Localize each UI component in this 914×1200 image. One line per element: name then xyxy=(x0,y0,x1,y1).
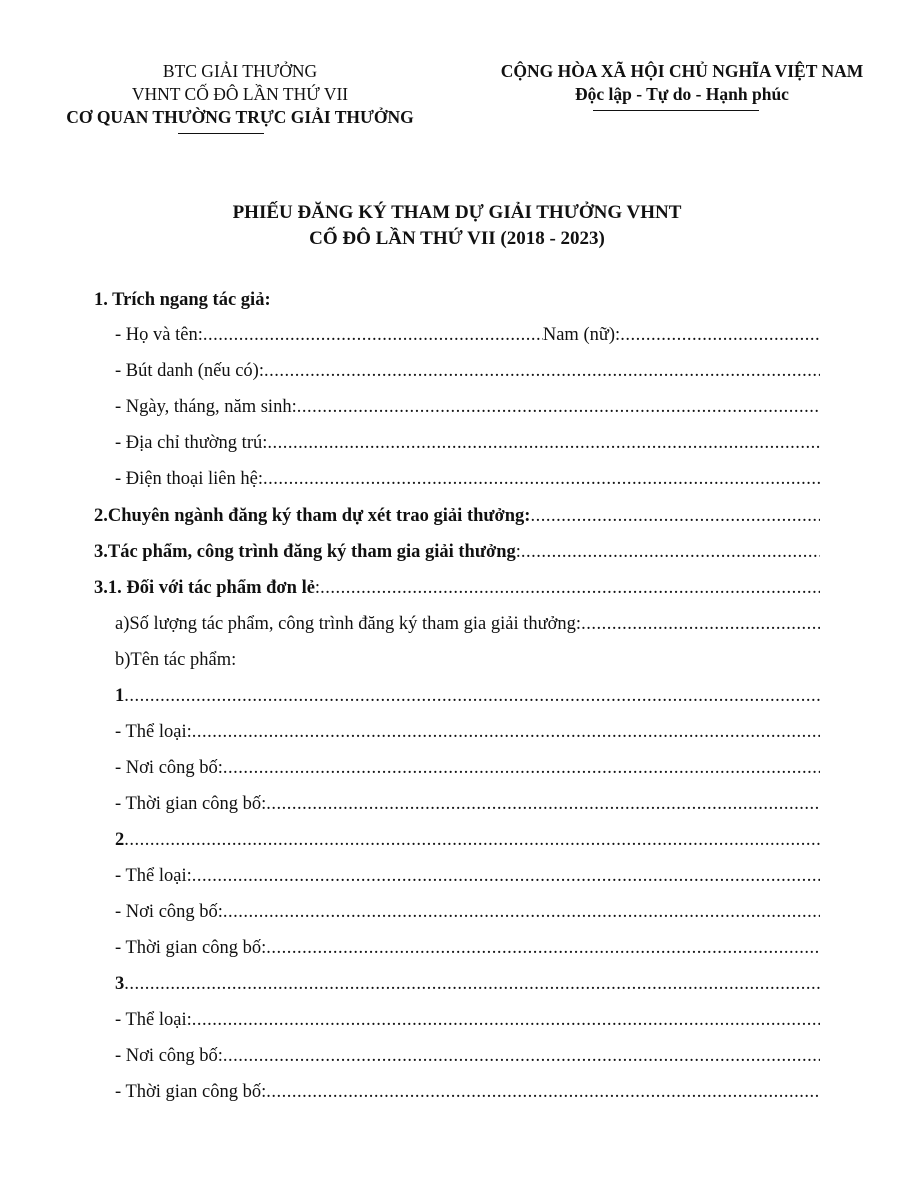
work-2-title-field[interactable] xyxy=(124,828,820,852)
single-works-field[interactable] xyxy=(320,576,820,600)
work-1-place-field[interactable] xyxy=(223,756,820,780)
work-2-number: 2 xyxy=(115,830,125,850)
work-count-field[interactable] xyxy=(581,612,820,636)
pen-name-field[interactable] xyxy=(264,359,820,383)
section-1-heading: 1. Trích ngang tác giả: xyxy=(94,290,271,310)
work-names-label: b)Tên tác phẩm: xyxy=(115,650,237,670)
work-names-line xyxy=(115,648,820,672)
organization-header xyxy=(18,60,462,129)
national-header xyxy=(466,60,898,106)
work-2-place-field[interactable] xyxy=(223,900,820,924)
works-field[interactable] xyxy=(521,540,820,564)
work-2-genre-label: - Thể loại: xyxy=(115,866,192,886)
work-2-title-line xyxy=(115,828,820,852)
work-1-title-field[interactable] xyxy=(124,684,820,708)
work-1-place-label: - Nơi công bố: xyxy=(115,758,223,778)
work-1-place-line xyxy=(115,756,820,780)
work-2-time-line xyxy=(115,936,820,960)
address-label: - Địa chỉ thường trú: xyxy=(115,433,268,453)
birth-date-label: - Ngày, tháng, năm sinh: xyxy=(115,397,297,417)
section-3-heading: 3.Tác phẩm, công trình đăng ký tham gia giải thưởng xyxy=(94,542,516,562)
work-2-place-label: - Nơi công bố: xyxy=(115,902,223,922)
phone-field[interactable] xyxy=(263,467,820,491)
section-3-line xyxy=(94,540,820,564)
name-gender-line xyxy=(115,323,820,347)
organization-line-2: VHNT CỐ ĐÔ LẦN THỨ VII xyxy=(131,84,349,104)
work-3-genre-field[interactable] xyxy=(192,1008,820,1032)
name-label: - Họ và tên: xyxy=(115,325,203,345)
work-3-place-field[interactable] xyxy=(223,1044,820,1068)
work-1-time-field[interactable] xyxy=(266,792,820,816)
work-1-genre-label: - Thể loại: xyxy=(115,722,192,742)
section-3-1-line xyxy=(94,576,820,600)
work-3-genre-label: - Thể loại: xyxy=(115,1010,192,1030)
motto-underline xyxy=(593,110,759,111)
work-3-number: 3 xyxy=(115,974,125,994)
section-3-colon: : xyxy=(515,542,521,562)
organization-line-3: CƠ QUAN THƯỜNG TRỰC GIẢI THƯỞNG xyxy=(66,107,414,127)
work-3-genre-line xyxy=(115,1008,820,1032)
work-3-place-line xyxy=(115,1044,820,1068)
section-2-heading: 2.Chuyên ngành đăng ký tham dự xét trao giải thưởng: xyxy=(94,506,531,526)
section-2-line xyxy=(94,504,820,528)
work-2-time-label: - Thời gian công bố: xyxy=(115,938,267,958)
phone-line xyxy=(115,467,820,491)
phone-label: - Điện thoại liên hệ: xyxy=(115,469,263,489)
work-3-time-field[interactable] xyxy=(266,1080,820,1104)
work-2-time-field[interactable] xyxy=(266,936,820,960)
work-3-title-field[interactable] xyxy=(124,972,820,996)
address-field[interactable] xyxy=(267,431,820,455)
pen-name-line xyxy=(115,359,820,383)
specialty-field[interactable] xyxy=(530,504,820,528)
form-title-line-1: PHIẾU ĐĂNG KÝ THAM DỰ GIẢI THƯỞNG VHNT xyxy=(232,202,682,223)
work-1-time-label: - Thời gian công bố: xyxy=(115,794,267,814)
national-title: CỘNG HÒA XÃ HỘI CHỦ NGHĨA VIỆT NAM xyxy=(500,61,864,81)
work-3-time-label: - Thời gian công bố: xyxy=(115,1082,267,1102)
gender-field[interactable] xyxy=(620,323,820,347)
gender-label: Nam (nữ): xyxy=(542,325,621,345)
name-field[interactable] xyxy=(203,323,543,347)
work-1-title-line xyxy=(115,684,820,708)
work-1-number: 1 xyxy=(115,686,125,706)
section-3-1-heading: 3.1. Đối với tác phẩm đơn lẻ xyxy=(94,578,315,598)
birth-date-field[interactable] xyxy=(297,395,820,419)
form-title-line-2: CỐ ĐÔ LẦN THỨ VII (2018 - 2023) xyxy=(309,228,605,249)
birth-date-line xyxy=(115,395,820,419)
work-2-place-line xyxy=(115,900,820,924)
work-3-time-line xyxy=(115,1080,820,1104)
form-title xyxy=(0,200,914,252)
address-line xyxy=(115,431,820,455)
organization-line-1: BTC GIẢI THƯỞNG xyxy=(162,61,318,81)
section-3-1-colon: : xyxy=(314,578,321,598)
work-count-label: a)Số lượng tác phẩm, công trình đăng ký tham gia giải thưởng: xyxy=(115,614,582,634)
work-count-line xyxy=(115,612,820,636)
work-1-time-line xyxy=(115,792,820,816)
work-2-genre-field[interactable] xyxy=(192,864,820,888)
national-motto: Độc lập - Tự do - Hạnh phúc xyxy=(575,84,789,104)
work-3-place-label: - Nơi công bố: xyxy=(115,1046,223,1066)
work-3-title-line xyxy=(115,972,820,996)
pen-name-label: - Bút danh (nếu có): xyxy=(115,361,264,381)
work-2-genre-line xyxy=(115,864,820,888)
work-1-genre-line xyxy=(115,720,820,744)
work-1-genre-field[interactable] xyxy=(192,720,820,744)
organization-underline xyxy=(178,133,264,134)
